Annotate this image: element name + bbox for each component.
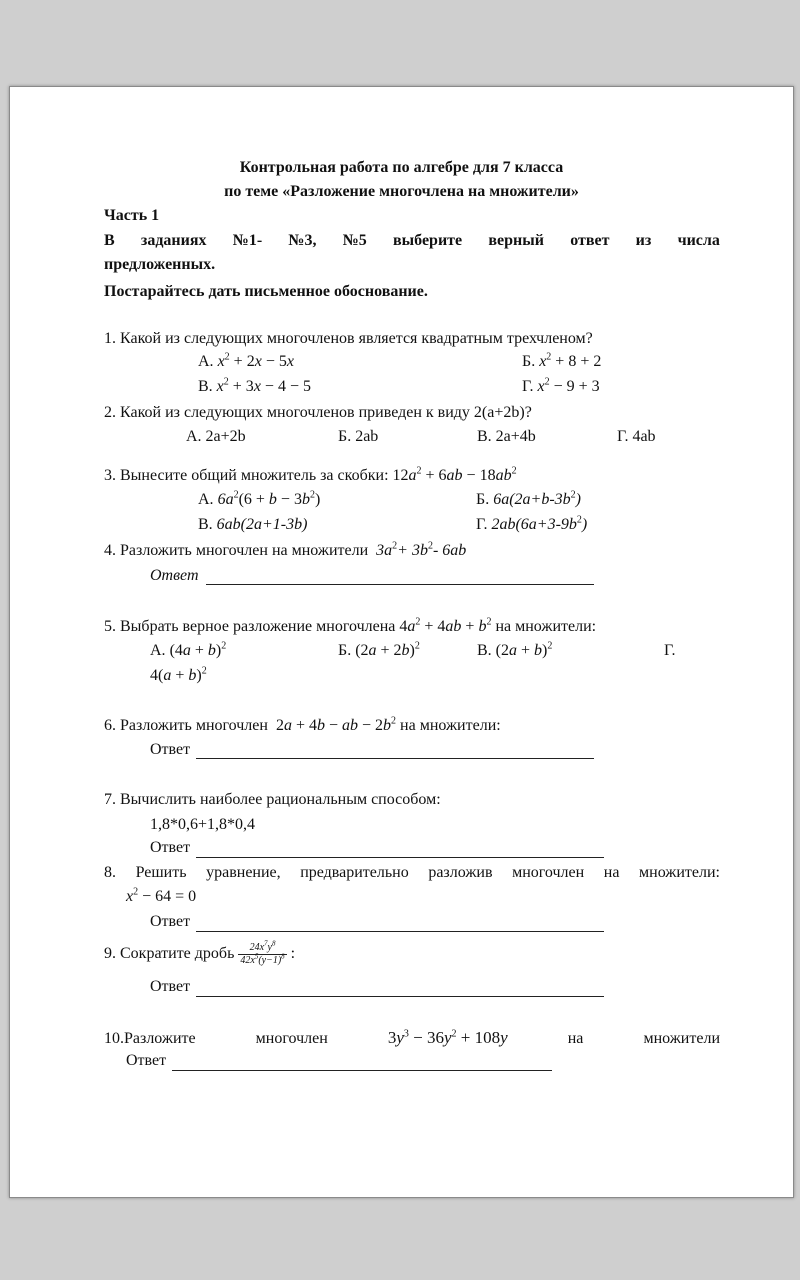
q1-option-a: А. $x^2 + 2x - 5x$ (198, 351, 294, 370)
q6-answer-line[interactable] (196, 758, 594, 759)
question-4-text: 4. Разложить многочлен на множители $3a^2+ 3b^2-$ 6ab (104, 540, 467, 559)
q10-answer-line[interactable] (172, 1070, 552, 1071)
q4-answer-line[interactable] (206, 584, 594, 585)
worksheet-page (9, 86, 794, 1198)
part-heading: Часть 1 (104, 207, 160, 224)
q5-option-b: Б. $(2a + 2b)^2$ (338, 640, 420, 659)
instructions-line-3: Постарайтесь дать письменное обоснование. (104, 283, 428, 300)
q5-option-g: $4(a + b)^2$ (150, 665, 207, 684)
q2-option-b: Б. 2ab (338, 428, 379, 445)
q5-option-a: А. $(4a + b)^2$ (150, 640, 227, 659)
q3-option-v: В. 6ab(2a+1-3b) (198, 516, 308, 533)
instructions-line-2: предложенных. (104, 256, 216, 273)
q5-option-g-label: Г. (664, 642, 676, 659)
q4-answer-label: Ответ (150, 567, 199, 584)
q10-answer-label: Ответ (126, 1052, 167, 1069)
question-9-text: 9. Сократите дробь $\frac{24x^7y^8}{42x^5(y-1)^8}$ : (104, 939, 296, 966)
q7-expression: 1,8*0,6+1,8*0,4 (150, 816, 256, 833)
title-line-1: Контрольная работа по алгебре для 7 класса (239, 159, 564, 176)
q7-answer-label: Ответ (150, 839, 191, 856)
question-7-text: 7. Вычислить наиболее рациональным способом: (104, 791, 441, 808)
q2-option-v: В. 2a+4b (477, 428, 536, 445)
q2-option-a: А. 2a+2b (186, 428, 246, 445)
q3-option-b: Б. $6a(2a+b-3b^2)$ (476, 489, 581, 508)
q7-answer-line[interactable] (196, 857, 604, 858)
q1-option-v: В. $x^2 + 3x - 4 - 5$ (198, 376, 311, 395)
q2-option-g: Г. 4ab (617, 428, 656, 445)
q6-answer-label: Ответ (150, 741, 191, 758)
instructions-line-1: В заданиях №1- №3, №5 выберите верный ответ из числа (104, 232, 720, 249)
question-2-text: 2. Какой из следующих многочленов приведен к виду 2(a+2b)? (104, 404, 532, 421)
q1-option-b: Б. $x^2 + 8 + 2$ (522, 351, 602, 370)
q5-option-v: В. $(2a + b)^2$ (477, 640, 553, 659)
title-line-2: по теме «Разложение многочлена на множители» (224, 183, 579, 200)
q9-fraction: $\frac{24x^7y^8}{42x^5(y-1)^8}$ (240, 939, 285, 966)
q3-option-a: А. $6a^2(6 + b - 3b^2)$ (198, 489, 321, 508)
question-8-text: 8. Решить уравнение, предварительно разложив многочлен на множители: (104, 864, 720, 881)
q1-option-g: Г. $x^2 - 9 + 3$ (522, 376, 600, 395)
q9-answer-line[interactable] (196, 996, 604, 997)
question-1-text: 1. Какой из следующих многочленов является квадратным трехчленом? (104, 330, 593, 347)
question-3-text: 3. Вынесите общий множитель за скобки: $12a^2 + 6ab - 18ab^2$ (104, 465, 517, 484)
question-5-text: 5. Выбрать верное разложение многочлена $4a^2 + 4ab + b^2$ на множители: (104, 616, 597, 635)
question-6-text: 6. Разложить многочлен 2a + 4b − ab − $2b^2$ на множители: (104, 715, 501, 734)
q3-option-g: Г. $2ab(6a+3-9b^2)$ (476, 514, 588, 533)
q8-equation: $x^2 - 64 = 0$ (126, 886, 197, 905)
question-10-text: 10.Разложите многочлен $3y^3 - 36y^2 + 108y$ на множители (104, 1028, 720, 1047)
q8-answer-line[interactable] (196, 931, 604, 932)
q8-answer-label: Ответ (150, 913, 191, 930)
q9-answer-label: Ответ (150, 978, 191, 995)
